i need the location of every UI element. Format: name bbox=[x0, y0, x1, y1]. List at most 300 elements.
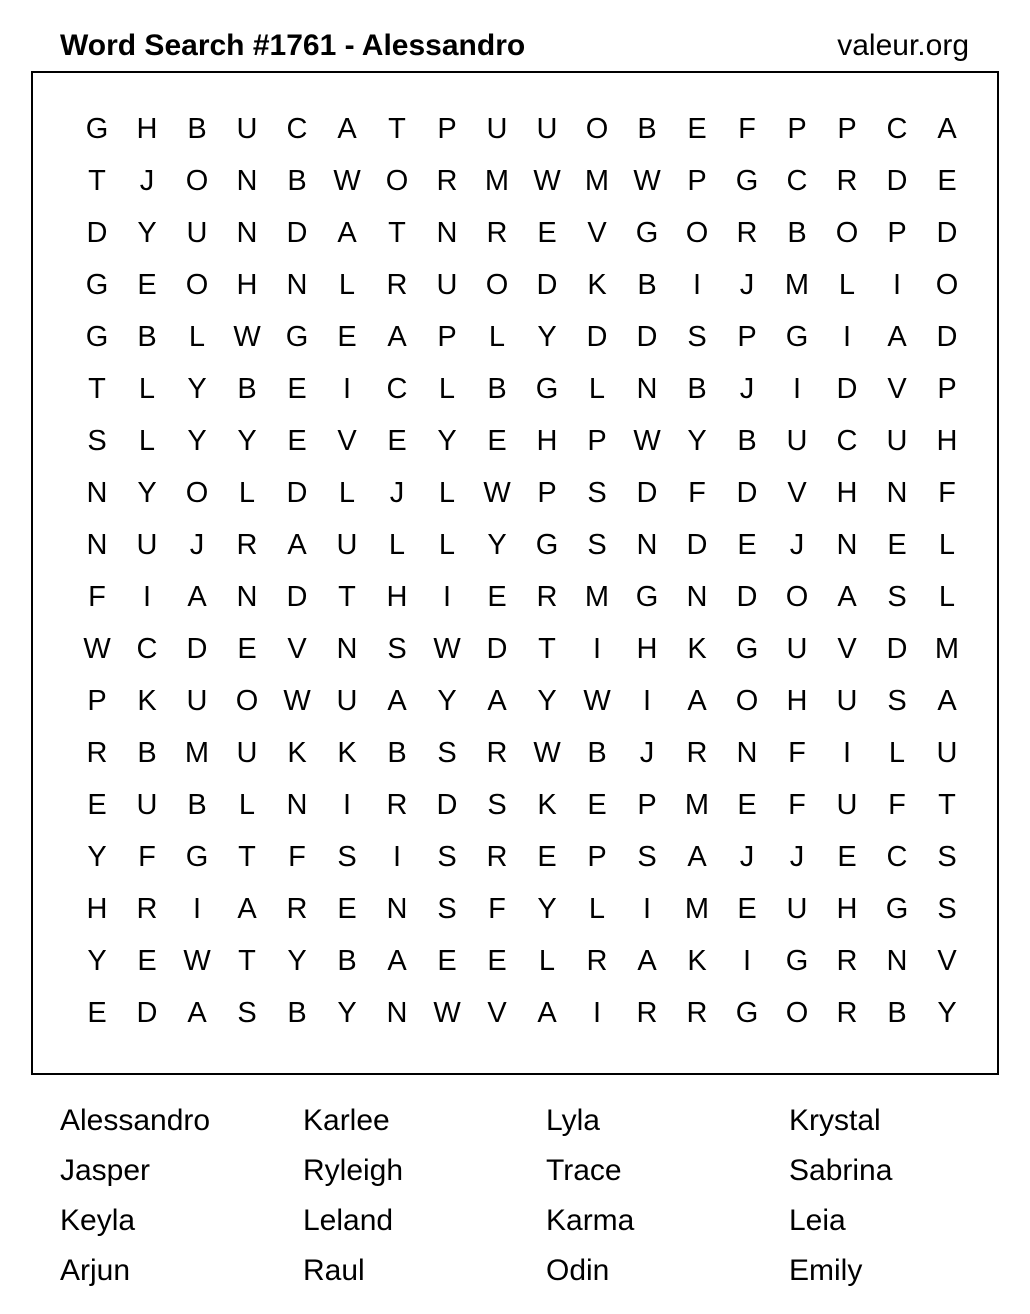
grid-letter[interactable]: B bbox=[337, 945, 357, 977]
grid-letter[interactable]: P bbox=[737, 321, 757, 353]
grid-letter[interactable]: Y bbox=[937, 997, 957, 1029]
grid-letter[interactable]: R bbox=[486, 217, 508, 249]
grid-letter[interactable]: B bbox=[137, 321, 157, 353]
grid-letter[interactable]: V bbox=[887, 373, 907, 405]
grid-letter[interactable]: U bbox=[336, 685, 358, 717]
grid-letter[interactable]: K bbox=[137, 685, 157, 717]
grid-letter[interactable]: R bbox=[136, 893, 158, 925]
grid-letter[interactable]: L bbox=[938, 529, 956, 561]
grid-letter[interactable]: F bbox=[938, 477, 956, 509]
grid-letter[interactable]: E bbox=[387, 425, 407, 457]
grid-letter[interactable]: H bbox=[136, 113, 158, 145]
grid-letter[interactable]: R bbox=[836, 945, 858, 977]
grid-letter[interactable]: P bbox=[937, 373, 957, 405]
grid-letter[interactable]: I bbox=[442, 581, 452, 613]
grid-letter[interactable]: G bbox=[635, 581, 659, 613]
grid-letter[interactable]: K bbox=[687, 633, 707, 665]
grid-letter[interactable]: U bbox=[336, 529, 358, 561]
grid-letter[interactable]: O bbox=[385, 165, 409, 197]
grid-letter[interactable]: K bbox=[537, 789, 557, 821]
grid-letter[interactable]: U bbox=[136, 789, 158, 821]
grid-letter[interactable]: Y bbox=[187, 425, 207, 457]
grid-letter[interactable]: E bbox=[537, 217, 557, 249]
grid-letter[interactable]: V bbox=[587, 217, 607, 249]
grid-letter[interactable]: N bbox=[336, 633, 358, 665]
grid-letter[interactable]: U bbox=[186, 685, 208, 717]
grid-letter[interactable]: B bbox=[637, 113, 657, 145]
grid-letter[interactable]: Y bbox=[537, 685, 557, 717]
grid-letter[interactable]: L bbox=[838, 269, 856, 301]
grid-letter[interactable]: B bbox=[887, 997, 907, 1029]
grid-letter[interactable]: L bbox=[938, 581, 956, 613]
grid-letter[interactable]: O bbox=[585, 113, 609, 145]
grid-letter[interactable]: U bbox=[486, 113, 508, 145]
grid-letter[interactable]: C bbox=[886, 841, 908, 873]
grid-letter[interactable]: A bbox=[237, 893, 257, 925]
grid-letter[interactable]: I bbox=[692, 269, 702, 301]
grid-letter[interactable]: A bbox=[687, 841, 707, 873]
grid-letter[interactable]: L bbox=[538, 945, 556, 977]
grid-letter[interactable]: E bbox=[837, 841, 857, 873]
grid-letter[interactable]: F bbox=[738, 113, 756, 145]
grid-letter[interactable]: D bbox=[286, 581, 308, 613]
grid-letter[interactable]: U bbox=[786, 633, 808, 665]
grid-letter[interactable]: D bbox=[136, 997, 158, 1029]
grid-letter[interactable]: B bbox=[387, 737, 407, 769]
grid-letter[interactable]: I bbox=[142, 581, 152, 613]
grid-letter[interactable]: V bbox=[937, 945, 957, 977]
grid-letter[interactable]: P bbox=[437, 113, 457, 145]
grid-letter[interactable]: S bbox=[687, 321, 707, 353]
grid-letter[interactable]: W bbox=[633, 425, 661, 457]
grid-letter[interactable]: B bbox=[687, 373, 707, 405]
grid-letter[interactable]: H bbox=[386, 581, 408, 613]
grid-letter[interactable]: E bbox=[337, 893, 357, 925]
grid-letter[interactable]: J bbox=[139, 165, 155, 197]
grid-letter[interactable]: N bbox=[436, 217, 458, 249]
grid-letter[interactable]: B bbox=[587, 737, 607, 769]
grid-letter[interactable]: O bbox=[935, 269, 959, 301]
grid-letter[interactable]: T bbox=[388, 217, 406, 249]
grid-letter[interactable]: Y bbox=[287, 945, 307, 977]
grid-letter[interactable]: L bbox=[388, 529, 406, 561]
grid-letter[interactable]: G bbox=[735, 165, 759, 197]
grid-letter[interactable]: N bbox=[686, 581, 708, 613]
grid-letter[interactable]: M bbox=[684, 789, 710, 821]
grid-letter[interactable]: R bbox=[386, 789, 408, 821]
grid-letter[interactable]: I bbox=[642, 893, 652, 925]
grid-letter[interactable]: Y bbox=[337, 997, 357, 1029]
grid-letter[interactable]: S bbox=[437, 893, 457, 925]
grid-letter[interactable]: U bbox=[886, 425, 908, 457]
grid-letter[interactable]: D bbox=[636, 321, 658, 353]
grid-letter[interactable]: G bbox=[735, 997, 759, 1029]
grid-letter[interactable]: N bbox=[236, 581, 258, 613]
grid-letter[interactable]: Y bbox=[537, 321, 557, 353]
grid-letter[interactable]: D bbox=[186, 633, 208, 665]
grid-letter[interactable]: A bbox=[487, 685, 507, 717]
grid-letter[interactable]: I bbox=[792, 373, 802, 405]
grid-letter[interactable]: A bbox=[187, 581, 207, 613]
grid-letter[interactable]: E bbox=[587, 789, 607, 821]
grid-letter[interactable]: C bbox=[286, 113, 308, 145]
grid-letter[interactable]: K bbox=[587, 269, 607, 301]
grid-letter[interactable]: L bbox=[438, 477, 456, 509]
grid-letter[interactable]: D bbox=[286, 217, 308, 249]
grid-letter[interactable]: V bbox=[337, 425, 357, 457]
grid-letter[interactable]: N bbox=[236, 165, 258, 197]
grid-letter[interactable]: Y bbox=[87, 841, 107, 873]
grid-letter[interactable]: O bbox=[685, 217, 709, 249]
grid-letter[interactable]: J bbox=[789, 529, 805, 561]
grid-letter[interactable]: T bbox=[88, 165, 106, 197]
grid-letter[interactable]: W bbox=[333, 165, 361, 197]
grid-letter[interactable]: O bbox=[185, 477, 209, 509]
grid-letter[interactable]: U bbox=[536, 113, 558, 145]
grid-letter[interactable]: I bbox=[842, 737, 852, 769]
grid-letter[interactable]: D bbox=[486, 633, 508, 665]
grid-letter[interactable]: N bbox=[386, 893, 408, 925]
grid-letter[interactable]: P bbox=[87, 685, 107, 717]
grid-letter[interactable]: O bbox=[235, 685, 259, 717]
grid-letter[interactable]: R bbox=[86, 737, 108, 769]
grid-letter[interactable]: E bbox=[87, 997, 107, 1029]
grid-letter[interactable]: E bbox=[437, 945, 457, 977]
grid-letter[interactable]: C bbox=[886, 113, 908, 145]
grid-letter[interactable]: E bbox=[737, 893, 757, 925]
grid-letter[interactable]: A bbox=[387, 945, 407, 977]
grid-letter[interactable]: S bbox=[937, 841, 957, 873]
grid-letter[interactable]: F bbox=[788, 789, 806, 821]
grid-letter[interactable]: R bbox=[486, 841, 508, 873]
grid-letter[interactable]: Y bbox=[137, 477, 157, 509]
grid-letter[interactable]: Y bbox=[487, 529, 507, 561]
grid-letter[interactable]: W bbox=[83, 633, 111, 665]
grid-letter[interactable]: O bbox=[485, 269, 509, 301]
grid-letter[interactable]: R bbox=[586, 945, 608, 977]
grid-letter[interactable]: S bbox=[637, 841, 657, 873]
grid-letter[interactable]: L bbox=[188, 321, 206, 353]
grid-letter[interactable]: G bbox=[285, 321, 309, 353]
grid-letter[interactable]: F bbox=[888, 789, 906, 821]
grid-letter[interactable]: A bbox=[387, 321, 407, 353]
grid-letter[interactable]: L bbox=[338, 477, 356, 509]
grid-letter[interactable]: P bbox=[637, 789, 657, 821]
grid-letter[interactable]: L bbox=[238, 789, 256, 821]
grid-letter[interactable]: G bbox=[85, 269, 109, 301]
grid-letter[interactable]: H bbox=[86, 893, 108, 925]
grid-letter[interactable]: E bbox=[337, 321, 357, 353]
grid-letter[interactable]: S bbox=[337, 841, 357, 873]
grid-letter[interactable]: P bbox=[687, 165, 707, 197]
grid-letter[interactable]: T bbox=[338, 581, 356, 613]
grid-letter[interactable]: S bbox=[587, 477, 607, 509]
grid-letter[interactable]: P bbox=[787, 113, 807, 145]
grid-letter[interactable]: N bbox=[836, 529, 858, 561]
grid-letter[interactable]: W bbox=[433, 633, 461, 665]
grid-letter[interactable]: B bbox=[187, 113, 207, 145]
grid-letter[interactable]: G bbox=[85, 321, 109, 353]
grid-letter[interactable]: A bbox=[337, 113, 357, 145]
grid-letter[interactable]: J bbox=[639, 737, 655, 769]
grid-letter[interactable]: E bbox=[287, 425, 307, 457]
grid-letter[interactable]: A bbox=[387, 685, 407, 717]
grid-letter[interactable]: B bbox=[287, 165, 307, 197]
grid-letter[interactable]: R bbox=[386, 269, 408, 301]
grid-letter[interactable]: P bbox=[887, 217, 907, 249]
grid-letter[interactable]: U bbox=[786, 425, 808, 457]
grid-letter[interactable]: D bbox=[686, 529, 708, 561]
grid-letter[interactable]: T bbox=[238, 945, 256, 977]
grid-letter[interactable]: N bbox=[286, 269, 308, 301]
grid-letter[interactable]: W bbox=[633, 165, 661, 197]
grid-letter[interactable]: E bbox=[137, 269, 157, 301]
grid-letter[interactable]: N bbox=[386, 997, 408, 1029]
grid-letter[interactable]: B bbox=[287, 997, 307, 1029]
grid-letter[interactable]: L bbox=[588, 893, 606, 925]
grid-letter[interactable]: E bbox=[937, 165, 957, 197]
grid-letter[interactable]: G bbox=[885, 893, 909, 925]
grid-letter[interactable]: D bbox=[886, 165, 908, 197]
grid-letter[interactable]: E bbox=[287, 373, 307, 405]
grid-letter[interactable]: A bbox=[187, 997, 207, 1029]
grid-letter[interactable]: R bbox=[486, 737, 508, 769]
grid-letter[interactable]: L bbox=[438, 373, 456, 405]
grid-letter[interactable]: D bbox=[886, 633, 908, 665]
grid-letter[interactable]: W bbox=[283, 685, 311, 717]
grid-letter[interactable]: A bbox=[337, 217, 357, 249]
grid-letter[interactable]: F bbox=[288, 841, 306, 873]
grid-letter[interactable]: O bbox=[785, 997, 809, 1029]
grid-letter[interactable]: T bbox=[88, 373, 106, 405]
grid-letter[interactable]: D bbox=[586, 321, 608, 353]
grid-letter[interactable]: S bbox=[437, 737, 457, 769]
grid-letter[interactable]: E bbox=[87, 789, 107, 821]
grid-letter[interactable]: E bbox=[887, 529, 907, 561]
grid-letter[interactable]: F bbox=[138, 841, 156, 873]
grid-letter[interactable]: I bbox=[892, 269, 902, 301]
grid-letter[interactable]: Y bbox=[187, 373, 207, 405]
grid-letter[interactable]: B bbox=[137, 737, 157, 769]
grid-letter[interactable]: M bbox=[684, 893, 710, 925]
grid-letter[interactable]: S bbox=[887, 685, 907, 717]
grid-letter[interactable]: W bbox=[533, 737, 561, 769]
grid-letter[interactable]: R bbox=[236, 529, 258, 561]
grid-letter[interactable]: C bbox=[136, 633, 158, 665]
grid-letter[interactable]: E bbox=[537, 841, 557, 873]
grid-letter[interactable]: S bbox=[237, 997, 257, 1029]
grid-letter[interactable]: I bbox=[592, 633, 602, 665]
grid-letter[interactable]: R bbox=[836, 997, 858, 1029]
grid-letter[interactable]: R bbox=[686, 997, 708, 1029]
grid-letter[interactable]: Y bbox=[437, 425, 457, 457]
grid-letter[interactable]: E bbox=[487, 945, 507, 977]
grid-letter[interactable]: C bbox=[786, 165, 808, 197]
grid-letter[interactable]: V bbox=[787, 477, 807, 509]
grid-letter[interactable]: W bbox=[583, 685, 611, 717]
grid-letter[interactable]: G bbox=[785, 321, 809, 353]
grid-letter[interactable]: B bbox=[787, 217, 807, 249]
grid-letter[interactable]: B bbox=[737, 425, 757, 457]
grid-letter[interactable]: I bbox=[642, 685, 652, 717]
grid-letter[interactable]: A bbox=[687, 685, 707, 717]
grid-letter[interactable]: Y bbox=[537, 893, 557, 925]
grid-letter[interactable]: A bbox=[837, 581, 857, 613]
grid-letter[interactable]: B bbox=[487, 373, 507, 405]
grid-letter[interactable]: L bbox=[238, 477, 256, 509]
grid-letter[interactable]: O bbox=[835, 217, 859, 249]
grid-letter[interactable]: K bbox=[337, 737, 357, 769]
grid-letter[interactable]: L bbox=[338, 269, 356, 301]
grid-letter[interactable]: S bbox=[487, 789, 507, 821]
grid-letter[interactable]: M bbox=[184, 737, 210, 769]
grid-letter[interactable]: E bbox=[687, 113, 707, 145]
grid-letter[interactable]: S bbox=[387, 633, 407, 665]
grid-letter[interactable]: I bbox=[742, 945, 752, 977]
grid-letter[interactable]: F bbox=[788, 737, 806, 769]
grid-letter[interactable]: F bbox=[688, 477, 706, 509]
grid-letter[interactable]: E bbox=[487, 581, 507, 613]
grid-letter[interactable]: L bbox=[588, 373, 606, 405]
grid-letter[interactable]: Y bbox=[137, 217, 157, 249]
grid-letter[interactable]: G bbox=[735, 633, 759, 665]
grid-letter[interactable]: I bbox=[342, 789, 352, 821]
grid-letter[interactable]: V bbox=[287, 633, 307, 665]
grid-letter[interactable]: M bbox=[584, 581, 610, 613]
grid-letter[interactable]: W bbox=[233, 321, 261, 353]
grid-letter[interactable]: D bbox=[936, 321, 958, 353]
grid-letter[interactable]: S bbox=[887, 581, 907, 613]
grid-letter[interactable]: C bbox=[836, 425, 858, 457]
grid-letter[interactable]: H bbox=[786, 685, 808, 717]
grid-letter[interactable]: M bbox=[484, 165, 510, 197]
grid-letter[interactable]: U bbox=[236, 737, 258, 769]
grid-letter[interactable]: N bbox=[736, 737, 758, 769]
grid-letter[interactable]: J bbox=[389, 477, 405, 509]
grid-letter[interactable]: S bbox=[437, 841, 457, 873]
grid-letter[interactable]: U bbox=[836, 685, 858, 717]
grid-letter[interactable]: A bbox=[537, 997, 557, 1029]
grid-letter[interactable]: B bbox=[637, 269, 657, 301]
grid-letter[interactable]: L bbox=[138, 373, 156, 405]
grid-letter[interactable]: U bbox=[936, 737, 958, 769]
grid-letter[interactable]: N bbox=[886, 945, 908, 977]
grid-letter[interactable]: C bbox=[386, 373, 408, 405]
grid-letter[interactable]: H bbox=[636, 633, 658, 665]
grid-letter[interactable]: B bbox=[187, 789, 207, 821]
grid-letter[interactable]: A bbox=[637, 945, 657, 977]
grid-letter[interactable]: W bbox=[533, 165, 561, 197]
grid-letter[interactable]: F bbox=[88, 581, 106, 613]
grid-letter[interactable]: I bbox=[392, 841, 402, 873]
grid-letter[interactable]: H bbox=[836, 477, 858, 509]
grid-letter[interactable]: N bbox=[636, 373, 658, 405]
grid-letter[interactable]: D bbox=[636, 477, 658, 509]
grid-letter[interactable]: D bbox=[936, 217, 958, 249]
grid-letter[interactable]: R bbox=[536, 581, 558, 613]
grid-letter[interactable]: N bbox=[236, 217, 258, 249]
grid-letter[interactable]: I bbox=[842, 321, 852, 353]
grid-letter[interactable]: P bbox=[587, 841, 607, 873]
grid-letter[interactable]: N bbox=[886, 477, 908, 509]
grid-letter[interactable]: U bbox=[786, 893, 808, 925]
grid-letter[interactable]: U bbox=[436, 269, 458, 301]
grid-letter[interactable]: H bbox=[836, 893, 858, 925]
grid-letter[interactable]: G bbox=[535, 373, 559, 405]
grid-letter[interactable]: E bbox=[137, 945, 157, 977]
grid-letter[interactable]: G bbox=[635, 217, 659, 249]
grid-letter[interactable]: D bbox=[86, 217, 108, 249]
grid-letter[interactable]: R bbox=[286, 893, 308, 925]
grid-letter[interactable]: R bbox=[836, 165, 858, 197]
grid-letter[interactable]: B bbox=[237, 373, 257, 405]
grid-letter[interactable]: E bbox=[737, 529, 757, 561]
grid-letter[interactable]: U bbox=[836, 789, 858, 821]
grid-letter[interactable]: W bbox=[433, 997, 461, 1029]
grid-letter[interactable]: A bbox=[887, 321, 907, 353]
grid-letter[interactable]: U bbox=[236, 113, 258, 145]
grid-letter[interactable]: E bbox=[487, 425, 507, 457]
grid-letter[interactable]: W bbox=[483, 477, 511, 509]
grid-letter[interactable]: M bbox=[784, 269, 810, 301]
grid-letter[interactable]: E bbox=[737, 789, 757, 821]
grid-letter[interactable]: I bbox=[342, 373, 352, 405]
grid-letter[interactable]: T bbox=[538, 633, 556, 665]
grid-letter[interactable]: Y bbox=[237, 425, 257, 457]
grid-letter[interactable]: M bbox=[584, 165, 610, 197]
grid-letter[interactable]: O bbox=[785, 581, 809, 613]
grid-letter[interactable]: D bbox=[736, 581, 758, 613]
grid-letter[interactable]: S bbox=[587, 529, 607, 561]
grid-letter[interactable]: R bbox=[636, 997, 658, 1029]
grid-letter[interactable]: D bbox=[536, 269, 558, 301]
grid-letter[interactable]: K bbox=[287, 737, 307, 769]
grid-letter[interactable]: L bbox=[138, 425, 156, 457]
grid-letter[interactable]: G bbox=[785, 945, 809, 977]
grid-letter[interactable]: J bbox=[739, 269, 755, 301]
grid-letter[interactable]: R bbox=[436, 165, 458, 197]
grid-letter[interactable]: U bbox=[136, 529, 158, 561]
grid-letter[interactable]: T bbox=[388, 113, 406, 145]
grid-letter[interactable]: I bbox=[592, 997, 602, 1029]
grid-letter[interactable]: D bbox=[836, 373, 858, 405]
grid-letter[interactable]: F bbox=[488, 893, 506, 925]
grid-letter[interactable]: A bbox=[937, 113, 957, 145]
grid-letter[interactable]: N bbox=[636, 529, 658, 561]
grid-letter[interactable]: D bbox=[436, 789, 458, 821]
grid-letter[interactable]: H bbox=[236, 269, 258, 301]
grid-letter[interactable]: T bbox=[238, 841, 256, 873]
grid-letter[interactable]: I bbox=[192, 893, 202, 925]
grid-letter[interactable]: S bbox=[937, 893, 957, 925]
grid-letter[interactable]: R bbox=[736, 217, 758, 249]
grid-letter[interactable]: Y bbox=[87, 945, 107, 977]
grid-letter[interactable]: D bbox=[736, 477, 758, 509]
grid-letter[interactable]: H bbox=[536, 425, 558, 457]
grid-letter[interactable]: O bbox=[185, 165, 209, 197]
grid-letter[interactable]: T bbox=[938, 789, 956, 821]
grid-letter[interactable]: W bbox=[183, 945, 211, 977]
grid-letter[interactable]: O bbox=[735, 685, 759, 717]
grid-letter[interactable]: Y bbox=[687, 425, 707, 457]
grid-letter[interactable]: J bbox=[789, 841, 805, 873]
grid-letter[interactable]: L bbox=[888, 737, 906, 769]
grid-letter[interactable]: G bbox=[85, 113, 109, 145]
grid-letter[interactable]: R bbox=[686, 737, 708, 769]
grid-letter[interactable]: H bbox=[936, 425, 958, 457]
grid-letter[interactable]: E bbox=[237, 633, 257, 665]
grid-letter[interactable]: V bbox=[487, 997, 507, 1029]
